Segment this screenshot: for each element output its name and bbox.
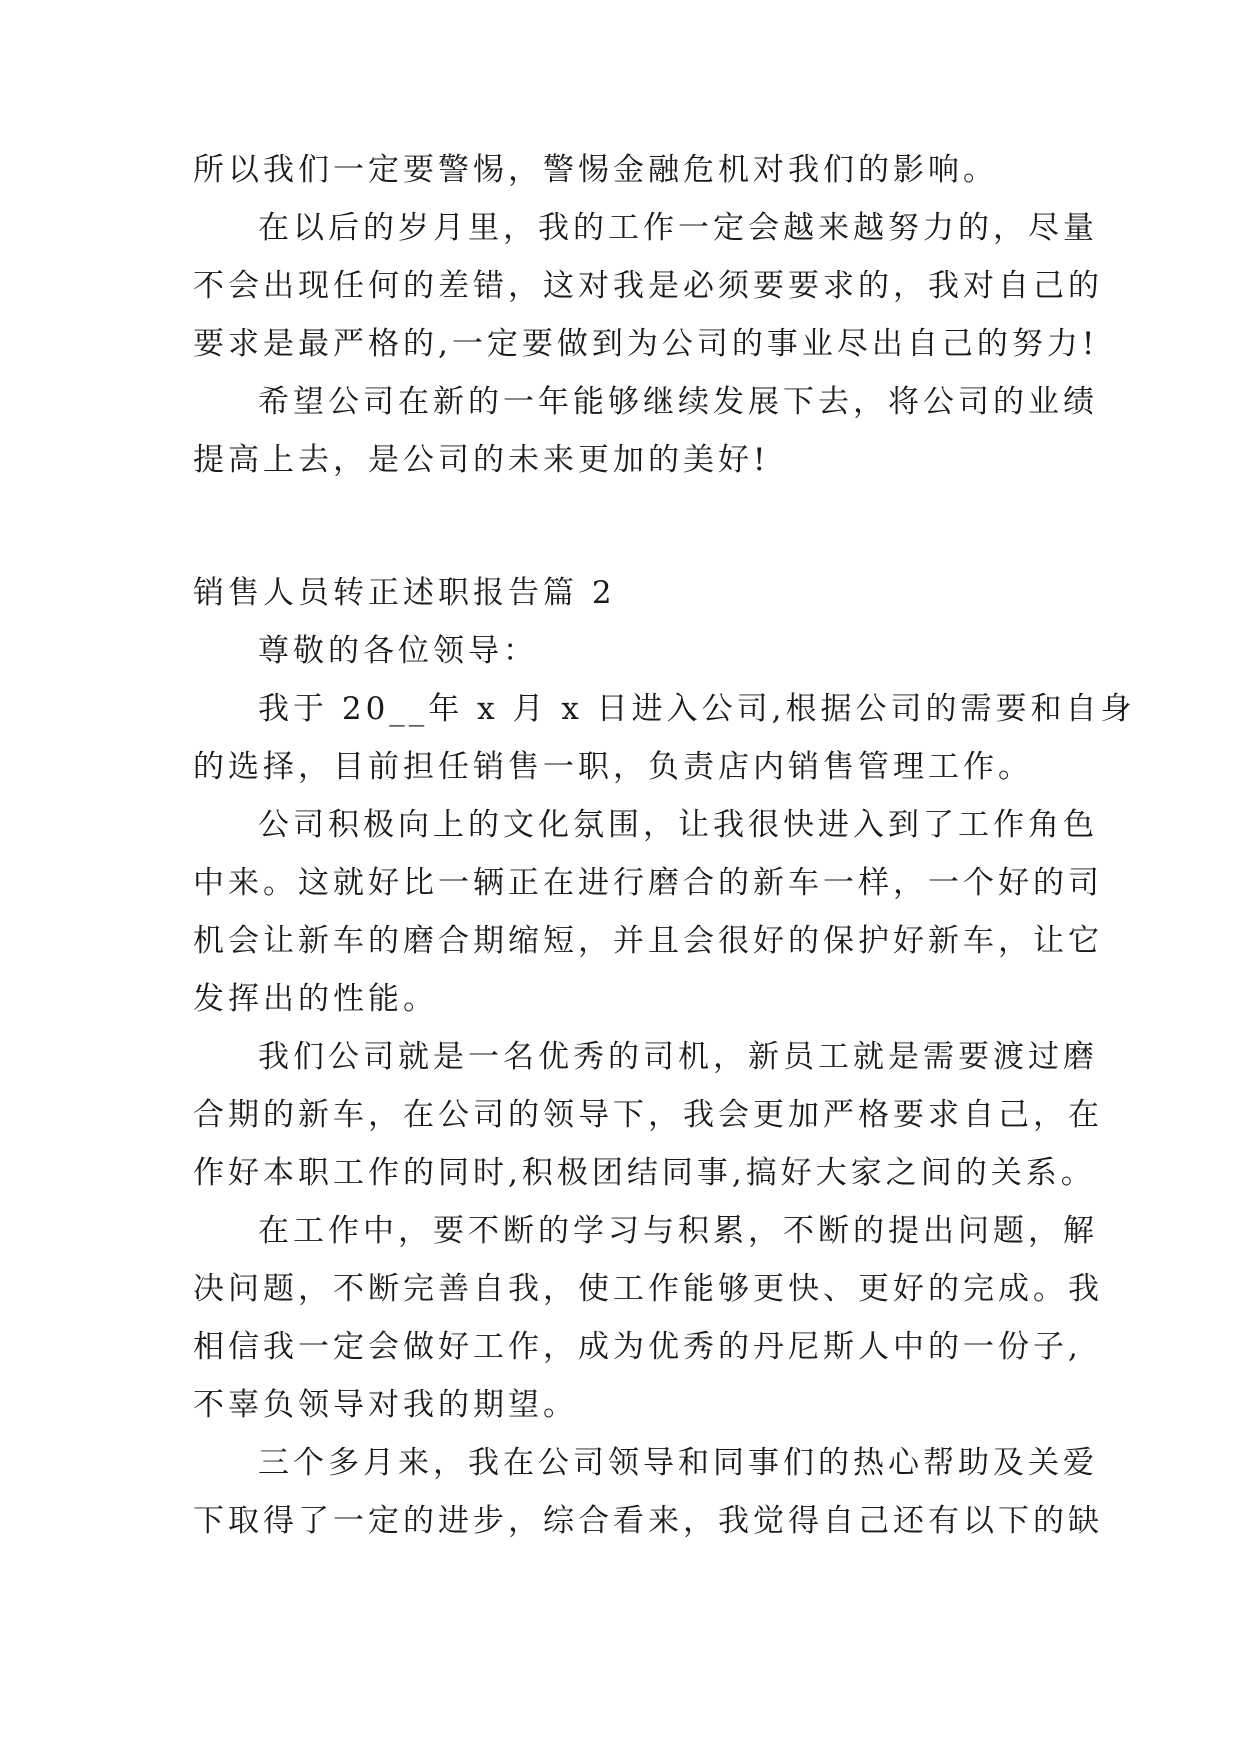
paragraph-line: 公司积极向上的文化氛围，让我很快进入到了工作角色 [258, 807, 1098, 843]
paragraph-line: 决问题，不断完善自我，使工作能够更快、更好的完成。我 [193, 1271, 1103, 1307]
paragraph-line: 在以后的岁月里，我的工作一定会越来越努力的，尽量 [258, 210, 1098, 246]
paragraph-line: 我于 20__年 x 月 x 日进入公司,根据公司的需要和自身 [258, 691, 1136, 727]
paragraph-line: 不会出现任何的差错，这对我是必须要要求的，我对自己的 [193, 268, 1103, 304]
paragraph-line: 不辜负领导对我的期望。 [193, 1387, 578, 1423]
paragraph-line: 机会让新车的磨合期缩短，并且会很好的保护好新车，让它 [193, 923, 1103, 959]
paragraph-line: 发挥出的性能。 [193, 981, 438, 1017]
paragraph-line: 合期的新车，在公司的领导下，我会更加严格要求自己，在 [193, 1097, 1103, 1133]
section-heading: 销售人员转正述职报告篇 2 [193, 575, 616, 611]
paragraph-line: 希望公司在新的一年能够继续发展下去，将公司的业绩 [258, 384, 1098, 420]
paragraph-line: 提高上去，是公司的未来更加的美好! [193, 442, 770, 478]
paragraph-line: 三个多月来，我在公司领导和同事们的热心帮助及关爱 [258, 1445, 1098, 1481]
paragraph-line: 要求是最严格的,一定要做到为公司的事业尽出自己的努力! [193, 326, 1099, 362]
paragraph-line: 作好本职工作的同时,积极团结同事,搞好大家之间的关系。 [193, 1155, 1096, 1191]
paragraph-line: 中来。这就好比一辆正在进行磨合的新车一样，一个好的司 [193, 865, 1103, 901]
salutation: 尊敬的各位领导： [258, 633, 538, 669]
paragraph-line: 相信我一定会做好工作，成为优秀的丹尼斯人中的一份子, [193, 1329, 1082, 1365]
paragraph-line: 下取得了一定的进步，综合看来，我觉得自己还有以下的缺 [193, 1503, 1103, 1539]
paragraph-line: 在工作中，要不断的学习与积累，不断的提出问题，解 [258, 1213, 1098, 1249]
paragraph-line: 的选择，目前担任销售一职，负责店内销售管理工作。 [193, 749, 1033, 785]
paragraph-line: 我们公司就是一名优秀的司机，新员工就是需要渡过磨 [258, 1039, 1098, 1075]
paragraph-line: 所以我们一定要警惕，警惕金融危机对我们的影响。 [193, 152, 998, 188]
